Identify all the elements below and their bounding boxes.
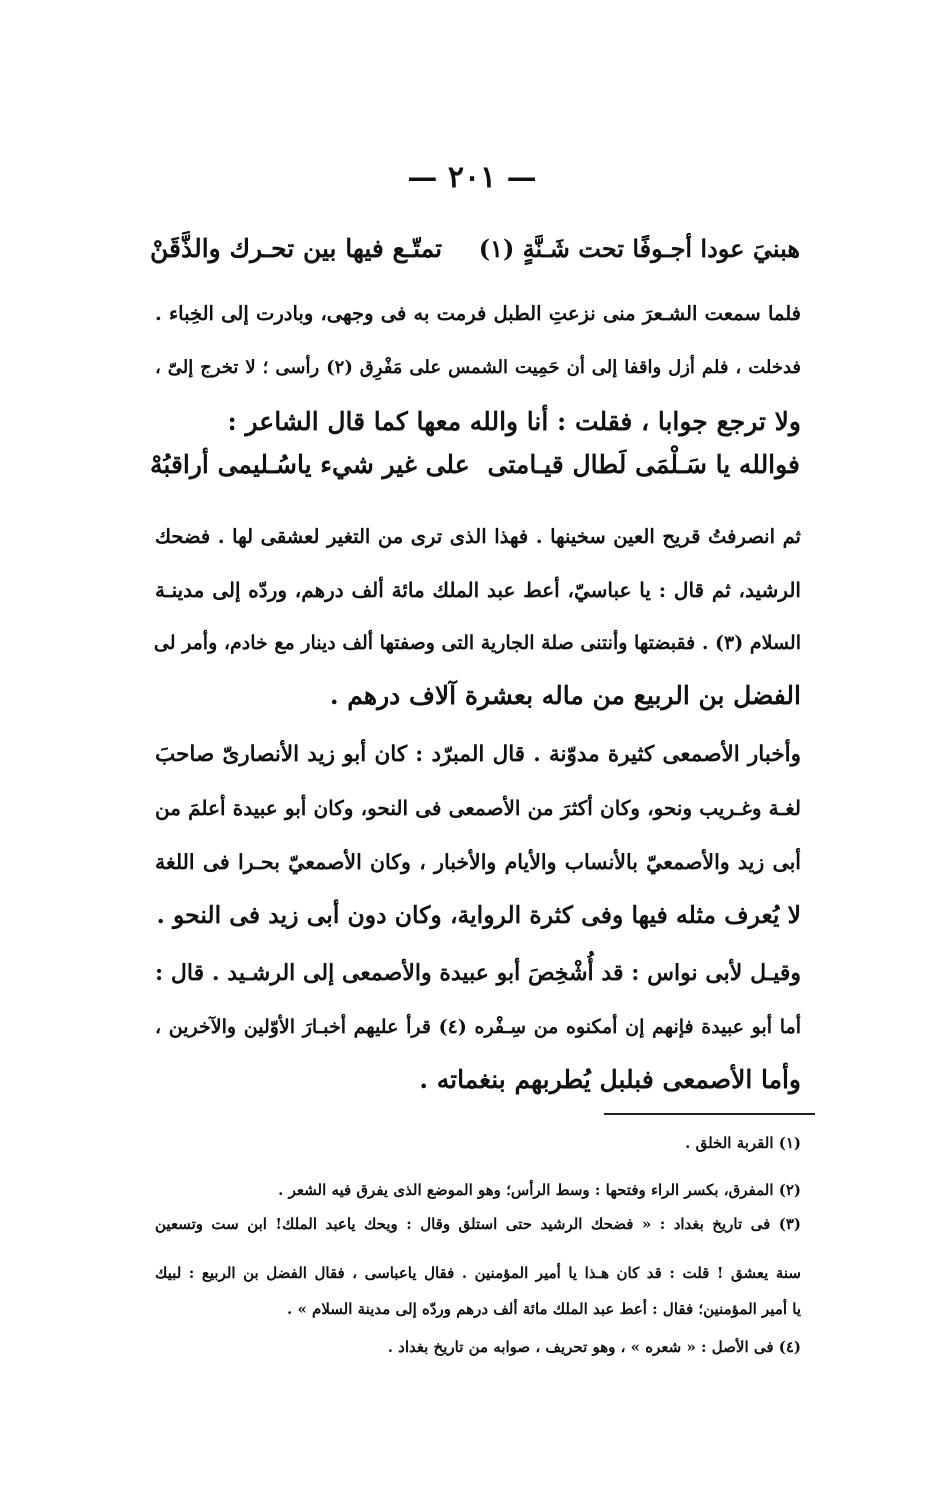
text-line: ثم انصرفتُ قريح العين سخينها . فهذا الذى ترى من التغير لعشقى لها . فضحك <box>155 525 801 548</box>
text-line: لغـة وغـريب ونحو، وكان أكثرَ من الأصمعى فى النحو، وكان أبو عبيدة أعلمَ من <box>155 796 801 820</box>
footnote-4: (٤) فى الأصل : « شعره » ، وهو تحريف ، صوابه من تاريخ بغداد . <box>387 1338 801 1356</box>
footnote-2: (٢) المفرق، بكسر الراء وفتحها : وسط الرأس؛ وهو الموضع الذى يفرق فيه الشعر . <box>278 1181 801 1199</box>
text-line: الرشيد، ثم قال : يا عباسيّ، أعط عبد الملك مائة ألف درهم، وردّه إلى مدينـة <box>155 578 801 602</box>
text-line: ولا ترجع جوابا ، فقلت : أنا والله معها كما قال الشاعر : <box>227 407 801 436</box>
text-line: فلما سمعت الشـعرَ منى نزعتِ الطبل فرمت به فى وجهى، وبادرت إلى الخِباء . <box>155 302 801 325</box>
verse-1-second-hemistich: تمتّـع فيها بين تحـرك والذَّقَنْ <box>150 234 443 263</box>
text-line: وأخبار الأصمعى كثيرة مدوّنة . قال المبرّد : كان أبو زيد الأنصارىّ صاحبَ <box>155 742 801 767</box>
text-line: أبى زيد والأصمعيّ بالأنساب والأيام والأخبار ، وكان الأصمعيّ بحـرا فى اللغة <box>155 850 801 874</box>
text-line: الفضل بن الربيع من ماله بعشرة آلاف درهم . <box>329 681 801 710</box>
verse-2-first-hemistich: فوالله يا سَـلْمَى لَطال قيـامتى <box>487 450 800 479</box>
verse-2 <box>150 450 800 496</box>
footnote-separator <box>604 1113 815 1115</box>
verse-1-first-hemistich: هبنيَ عودا أجـوفًا تحت شَـنَّةٍ (١) <box>478 234 800 263</box>
text-line: السلام (٣) . فقبضتها وأنتنى صلة الجارية التى وصفتها ألف دينار مع خادم، وأمر لى <box>153 632 801 654</box>
page-number: — ٢٠١ — <box>407 160 537 195</box>
text-line: وأما الأصمعى فبلبل يُطربهم بنغماته . <box>419 1065 801 1094</box>
text-line: وقيـل لأبى نواس : قد أُشْخِصَ أبو عبيدة والأصمعى إلى الرشـيد . قال : <box>155 960 801 986</box>
footnote-3-line-2: سنة يعشق ! قلت : قد كان هـذا يا أمير المؤمنين . فقال ياعباسى ، فقال الفضل بن الربيع : لبيك <box>155 1264 801 1282</box>
verse-1 <box>150 234 800 280</box>
text-line: لا يُعرف مثله فيها وفى كثرة الرواية، وكان دون أبى زيد فى النحو . <box>156 901 801 929</box>
footnote-3-line-1: (٣) فى تاريخ بغداد : « فضحك الرشيد حتى استلق وقال : ويحك ياعبد الملك! ابن ست وتسعين <box>155 1215 802 1233</box>
footnote-3-line-3: يا أمير المؤمنين؛ فقال : أعط عبد الملك مائة ألف درهم وردّه إلى مدينة السلام » . <box>287 1300 801 1318</box>
verse-2-second-hemistich: على غير شيء ياسُـليمى أراقبُهْ <box>150 450 470 479</box>
text-line: فدخلت ، فلم أزل واقفا إلى أن حَمِيت الشمس على مَفْرِق (٢) رأسى ؛ لا تخرج إلىّ ، <box>155 357 802 378</box>
text-line: أما أبو عبيدة فإنهم إن أمكنوه من سِـفْره (٤) قرأ عليهم أخبـارَ الأوّلين والآخرين ، <box>155 1016 801 1038</box>
footnote-1: (١) القربة الخلق . <box>685 1134 801 1152</box>
